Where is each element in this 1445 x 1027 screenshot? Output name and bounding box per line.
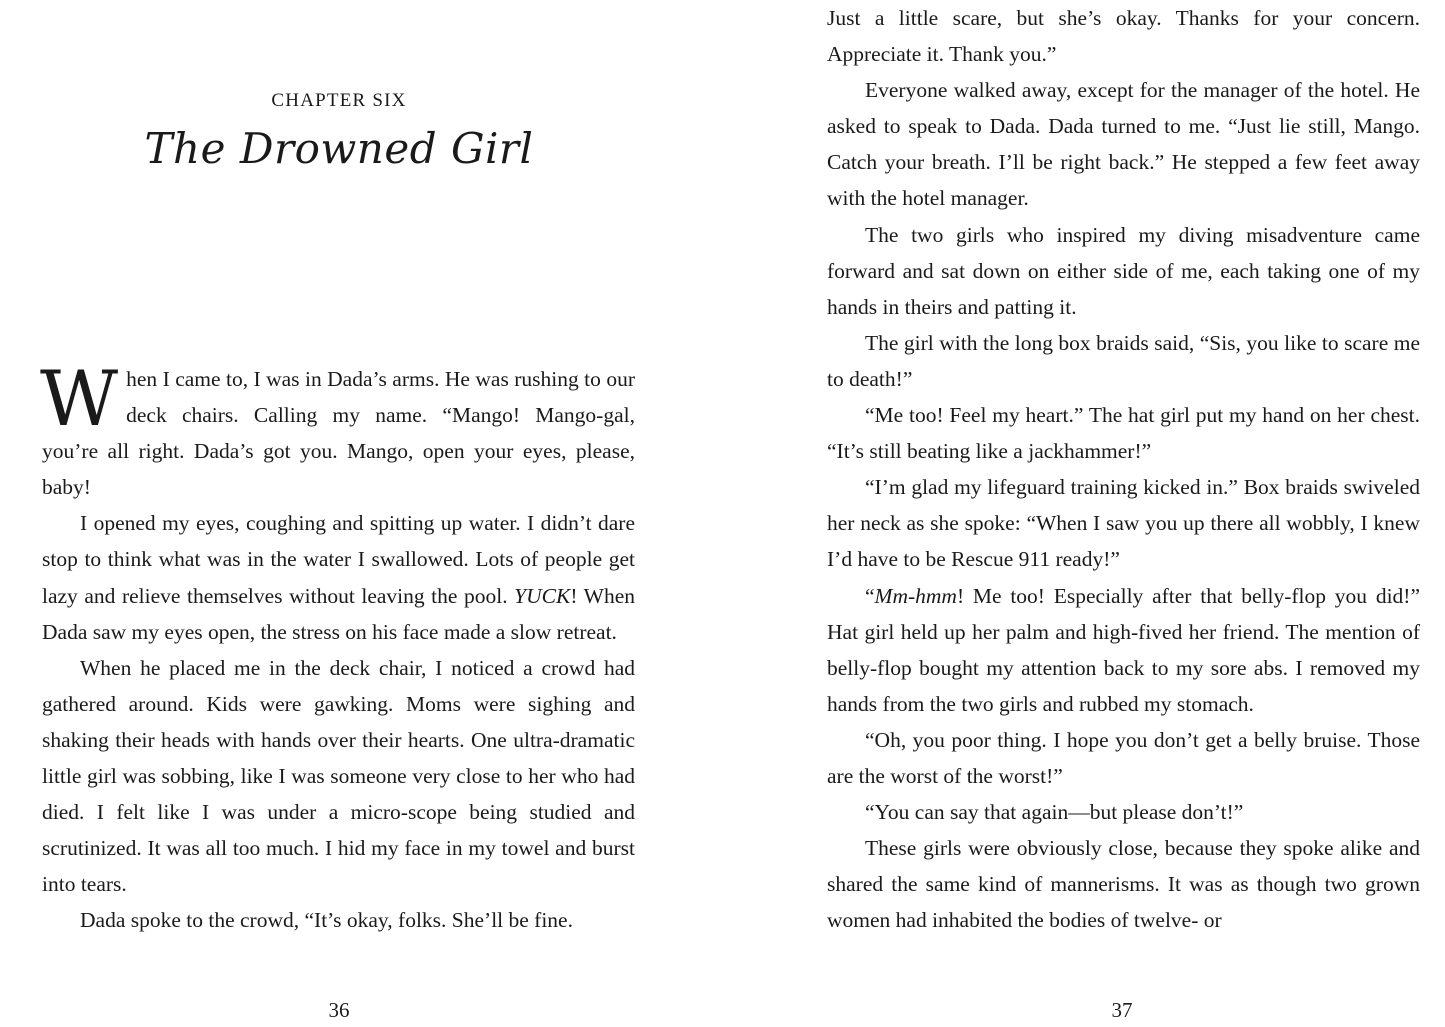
paragraph-text: ! When Dada saw my eyes open, the stress on his face made a slow retreat. xyxy=(42,583,635,644)
drop-cap: W xyxy=(40,354,119,443)
chapter-label: CHAPTER SIX xyxy=(271,90,407,111)
paragraph xyxy=(40,354,635,505)
paragraph xyxy=(42,505,635,649)
paragraph: The girl with the long box braids said, “Sis, you like to scare me to death!” xyxy=(827,330,1420,391)
right-body-text xyxy=(827,0,1420,938)
paragraph-text: “ xyxy=(865,583,875,608)
paragraph: “Me too! Feel my heart.” The hat girl put my hand on her chest. “It’s still beating like a jackhammer!” xyxy=(827,403,1420,464)
paragraph-text: ! Me too! Especially after that belly-flop you did!” Hat girl held up her palm and high-fived her friend. The mention of belly-flop bought my attention back to my sore abs. I removed my hands from the two girls and rubbed my stomach. xyxy=(827,583,1420,716)
paragraph-text: hen I came to, I was in Dada’s arms. He was rushing to our deck chairs. Calling my name. “Mango! Mango-gal, you’re all right. Dada’s got you. Mango, open your eyes, please, baby! xyxy=(42,367,635,500)
emphasis-text: YUCK xyxy=(514,583,571,608)
paragraph: The two girls who inspired my diving misadventure came forward and sat down on either side of me, each taking one of my hands in theirs and patting it. xyxy=(827,222,1420,319)
chapter-title: The Drowned Girl xyxy=(144,124,534,173)
paragraph: “Oh, you poor thing. I hope you don’t get a belly bruise. Those are the worst of the worst!” xyxy=(827,727,1420,788)
right-page xyxy=(722,0,1445,1027)
page-number: 36 xyxy=(328,998,350,1022)
paragraph-text: I opened my eyes, coughing and spitting up water. I didn’t dare stop to think what was in the water I swallowed. Lots of people get lazy and relieve themselves without leaving the pool. xyxy=(42,511,635,608)
page-number: 37 xyxy=(1111,998,1133,1022)
paragraph: Just a little scare, but she’s okay. Thanks for your concern. Appreciate it. Thank you.” xyxy=(827,6,1420,67)
paragraph: “I’m glad my lifeguard training kicked in.” Box braids swiveled her neck as she spoke: “When I saw you up there all wobbly, I knew I’d have to be Rescue 911 ready!” xyxy=(827,475,1420,572)
left-body-text xyxy=(40,354,635,939)
left-page xyxy=(0,0,722,1027)
emphasis-text: Mm-hmm xyxy=(874,583,957,608)
paragraph: Dada spoke to the crowd, “It’s okay, folks. She’ll be fine. xyxy=(80,908,573,933)
paragraph: Everyone walked away, except for the manager of the hotel. He asked to speak to Dada. Dada turned to me. “Just lie still, Mango. Catch your breath. I’ll be right back.” He stepped a few feet away with the hotel manager. xyxy=(827,78,1420,211)
paragraph: “You can say that again—but please don’t!” xyxy=(865,800,1244,825)
paragraph: When he placed me in the deck chair, I noticed a crowd had gathered around. Kids were gawking. Moms were sighing and shaking their heads with hands over their hearts. One ultra-dramatic little girl was sobbing, like I was someone very close to her who had died. I felt like I was under a micro-scope being studied and scrutinized. It was all too much. I hid my face in my towel and burst into tears. xyxy=(42,655,635,897)
paragraph: These girls were obviously close, because they spoke alike and shared the same kind of mannerisms. It was as though two grown women had inhabited the bodies of twelve- or xyxy=(827,836,1420,933)
paragraph xyxy=(827,578,1420,722)
